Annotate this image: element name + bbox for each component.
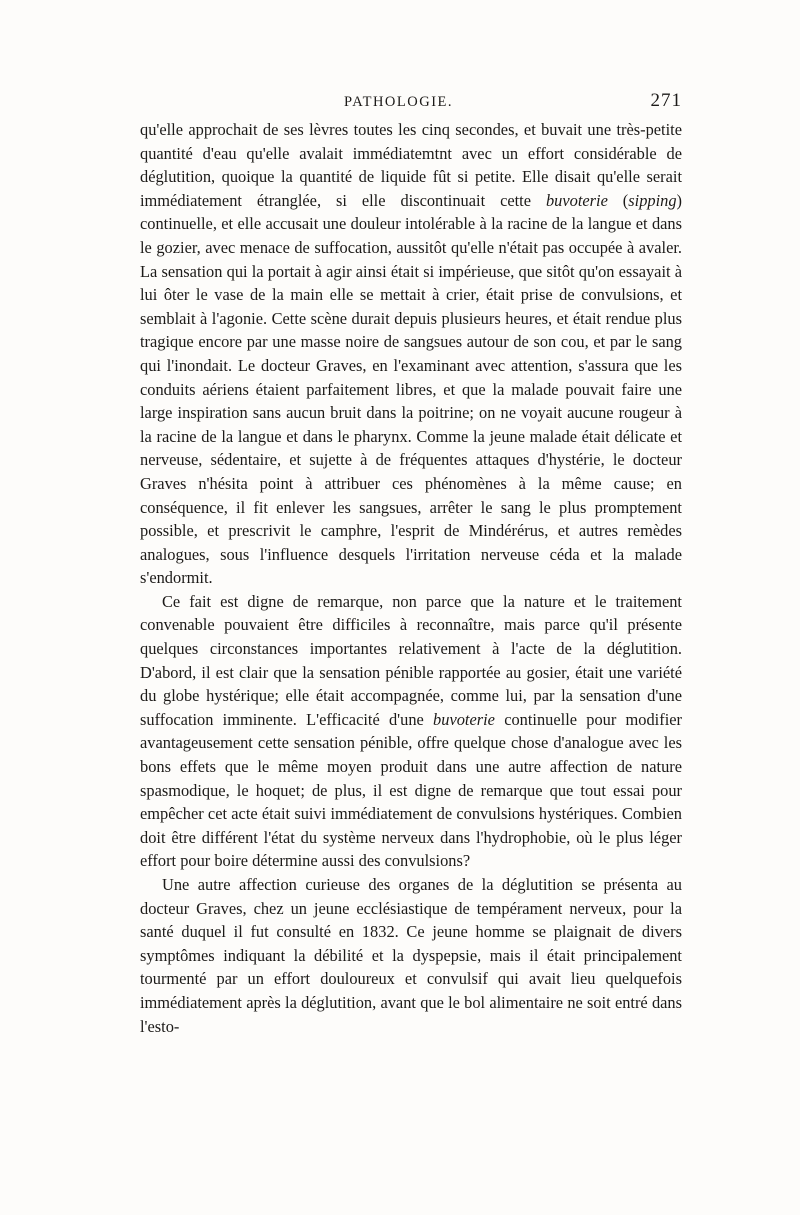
text-segment: ) continuelle, et elle accusait une douleur intolérable à la racine de la langue et dans le gozier, avec menace de suffocation, aussitôt qu'elle n'était pas occupée à avaler. La sensation qui la portait à agir ainsi était si impérieuse, que sitôt qu'on essayait à lui ôter le vase de la main elle se mettait à crier, était prise de convulsions, et semblait à l'agonie. Cette scène durait depuis plusieurs heures, et était rendue plus tragique encore par une masse noire de sangsues autour de son cou, et par le sang qui l'inondait. Le docteur Graves, en l'examinant avec attention, s'assura que les conduits aériens étaient parfaitement libres, et que la malade pouvait faire une large inspiration sans aucun bruit dans la poitrine; on ne voyait aucune rougeur à la racine de la langue et dans le pharynx. Comme la jeune malade était délicate et nerveuse, sédentaire, et sujette à de fréquentes attaques d'hystérie, le docteur Graves n'hésita point à attribuer ces phénomènes à la même cause; en conséquence, il fit enlever les sangsues, arrêter le sang le plus promptement possible, et prescrivit le camphre, l'esprit de Mindérérus, et autres remèdes analogues, sous l'influence desquels l'irritation nerveuse céda et la malade s'endormit. (140, 190, 683, 588)
body-text (140, 118, 682, 1038)
running-title: PATHOLOGIE. (344, 94, 454, 110)
italic-text: buvoterie (433, 709, 495, 729)
italic-text: buvoterie (545, 190, 608, 210)
page-number: 271 (650, 90, 682, 111)
paragraph (140, 873, 682, 1038)
text-segment: Ce fait est digne de remarque, non parce que la nature et le traitement convenable pouvaient être difficiles à reconnaître, mais parce qu'il présente quelques circonstances importantes relativement à l'acte de la déglutition. D'abord, il est clair que la sensation pénible rapportée au gosier, était une variété du globe hystérique; elle était accompagnée, comme lui, par la sensation d'une suffocation imminente. L'efficacité d'une (140, 591, 682, 729)
page-header (140, 90, 682, 118)
paragraph (140, 118, 682, 590)
paragraph (140, 590, 682, 873)
text-segment: ( (607, 190, 629, 210)
text-segment: continuelle pour modifier avantageusement cette sensation pénible, offre quelque chose d'analogue avec les bons effets que le même moyen produit dans une autre affection de nature spasmodique, le hoquet; de plus, il est digne de remarque que tout essai pour empêcher cet acte était suivi immédiatement de convulsions hystériques. Combien doit être différent l'état du système nerveux dans l'hydrophobie, où le plus léger effort pour boire détermine aussi des convulsions? (140, 709, 682, 871)
italic-text: sipping (628, 190, 677, 210)
text-segment: Une autre affection curieuse des organes de la déglutition se présenta au docteur Graves, chez un jeune ecclésiastique de tempérament nerveux, pour la santé duquel il fut consulté en 1832. Ce jeune homme se plaignait de divers symptômes indiquant la débilité et la dyspepsie, mais il était principalement tourmenté par un effort douloureux et convulsif qui avait lieu quelquefois immédiatement après la déglutition, avant que le bol alimentaire ne soit entré dans l'esto- (140, 875, 682, 1036)
book-page (140, 90, 682, 1038)
text-segment: qu'elle approchait de ses lèvres toutes les cinq secondes, et buvait une très-petite quantité d'eau qu'elle avalait immédiatemtnt avec un effort considérable de déglutition, quoique la quantité de liquide fût si petite. Elle disait qu'elle serait immédiatement étranglée, si elle discontinuait cette (140, 120, 682, 210)
